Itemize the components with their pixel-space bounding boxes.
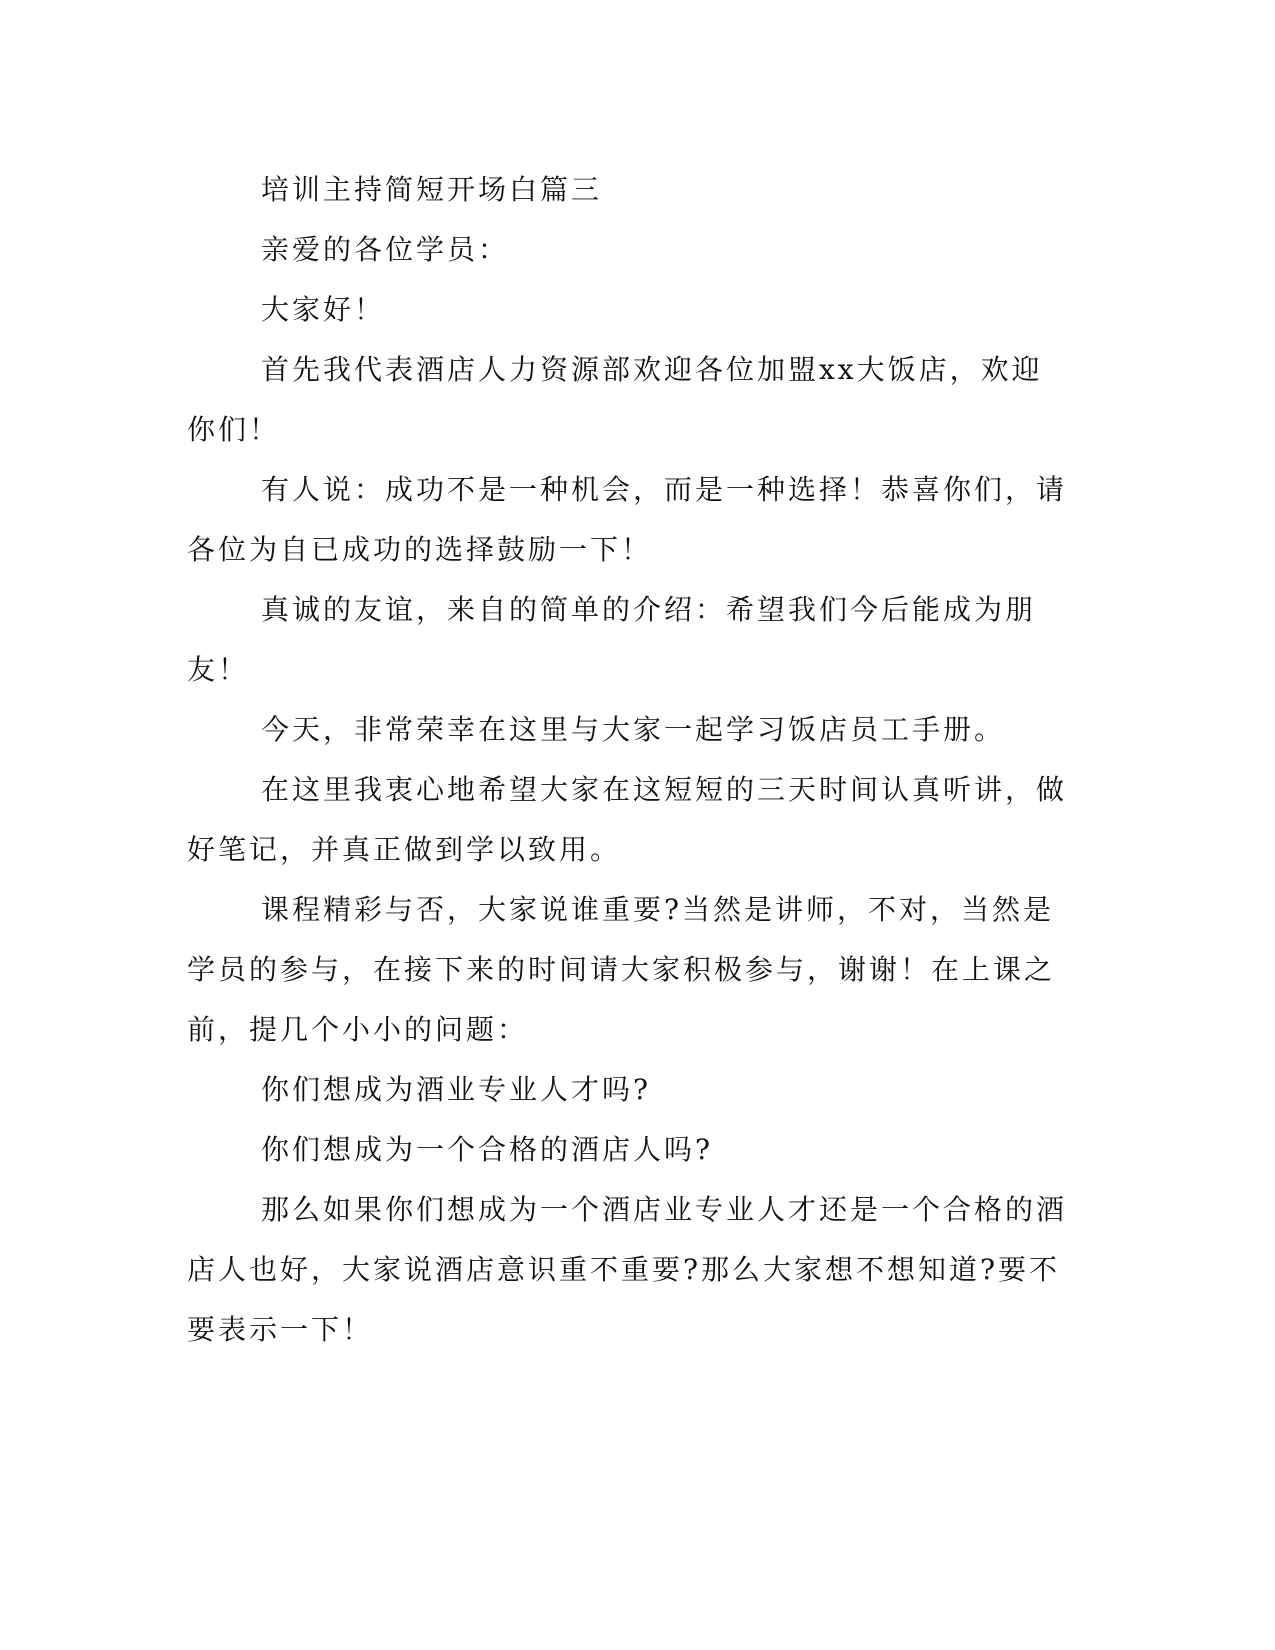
paragraph-welcome: 首先我代表酒店人力资源部欢迎各位加盟xx大饭店，欢迎你们！ xyxy=(187,353,1043,446)
paragraph-success-choice: 有人说：成功不是一种机会，而是一种选择！恭喜你们，请各位为自已成功的选择鼓励一下！ xyxy=(187,473,1068,566)
paragraph-hope: 在这里我衷心地希望大家在这短短的三天时间认真听讲，做好笔记，并真正做到学以致用。 xyxy=(187,773,1068,866)
paragraph-hello: 大家好！ xyxy=(261,293,386,326)
paragraph-closing: 那么如果你们想成为一个酒店业专业人才还是一个合格的酒店人也好，大家说酒店意识重不重要?那么大家想不想知道?要不要表示一下！ xyxy=(187,1193,1068,1346)
paragraph-question-2: 你们想成为一个合格的酒店人吗? xyxy=(261,1133,714,1166)
paragraph-friendship: 真诚的友谊，来自的简单的介绍：希望我们今后能成为朋友！ xyxy=(187,593,1037,686)
paragraph-today: 今天，非常荣幸在这里与大家一起学习饭店员工手册。 xyxy=(261,713,1006,746)
document-title: 培训主持简短开场白篇三 xyxy=(261,173,603,206)
document-body xyxy=(187,160,1067,1360)
paragraph-greeting: 亲爱的各位学员： xyxy=(261,233,510,266)
paragraph-course: 课程精彩与否，大家说谁重要?当然是讲师，不对，当然是学员的参与，在接下来的时间请大家积极参与，谢谢！在上课之前，提几个小小的问题： xyxy=(187,893,1056,1046)
paragraph-question-1: 你们想成为酒业专业人才吗? xyxy=(261,1073,652,1106)
